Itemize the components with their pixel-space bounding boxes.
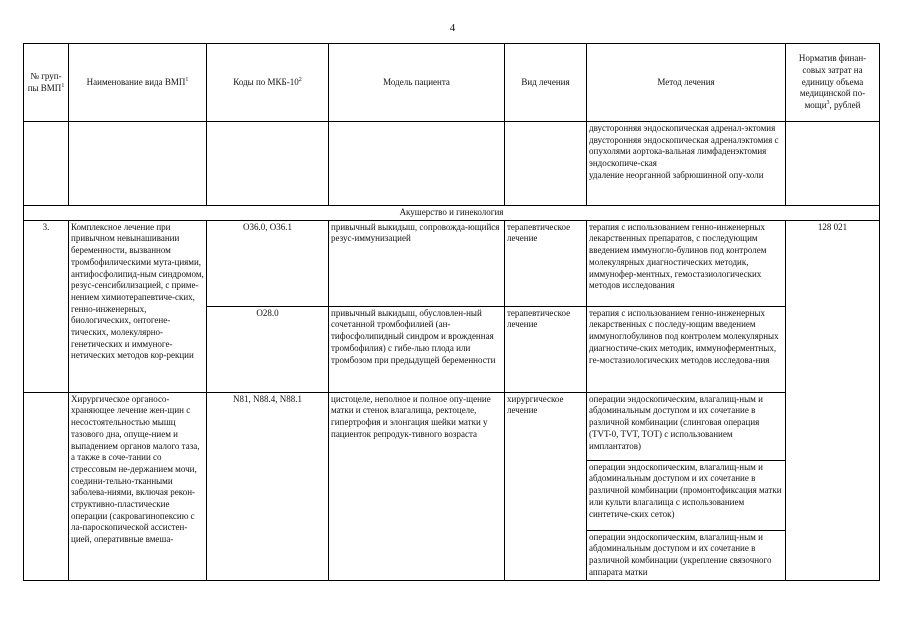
- patient-model-3: цистоцеле, неполное и полное опу-щение матки и стенок влагалища, ректоцеле, гипертрофия и элонгация шейки матки у пациенток репродук-тивного возраста: [329, 392, 505, 580]
- header-mkb-codes: Коды по МКБ-$10^2$: [207, 44, 329, 122]
- mkb-codes-3: N81, N88.4, N88.1: [207, 392, 329, 580]
- treatment-type-2: терапевтическое лечение: [505, 306, 587, 392]
- header-treatment-type: Вид лечения: [505, 44, 587, 122]
- header-patient-model: Модель пациента: [329, 44, 505, 122]
- header-norm: Норматив финан-совых затрат на единицу объема медицинской по-мощи$^3$, рублей: [786, 44, 880, 122]
- continuation-method: двусторонняя эндоскопическая адренал-эктомия двусторонняя эндоскопическая адреналэктомия с опухолями аортока-вальная лимфаденэктомия эндоскопиче-ская удаление неорганной забрюшинной опу-холи: [587, 122, 786, 206]
- patient-model-2: привычный выкидыш, обусловлен-ный сочетанной тромбофилией (ан-тифосфолипидный синдром и врожденная тромбофилия) с гибе-лью плода или тромбозом при предыдущей беременности: [329, 306, 505, 392]
- patient-model-1: привычный выкидыш, сопровожда-ющийся резус-иммунизацией: [329, 220, 505, 306]
- treatment-method-2: терапия с использованием генно-инженерных лекарственных с последу-ющим введением иммуноглобулинов под контролем молекулярных диагностиче-ских методик, иммуноферментных, ге-мостазиологических методов исследова-ния: [587, 306, 786, 392]
- treatment-method-1: терапия с использованием генно-инженерных лекарственных препаратов, с последующим введением иммуногло-булинов под контролем молекулярных диагностических методик, иммунофер-ментных, гемостазиологических методов исследования: [587, 220, 786, 306]
- section-title: Акушерство и гинекология: [24, 206, 880, 221]
- header-treatment-method: Метод лечения: [587, 44, 786, 122]
- mkb-codes-2: O28.0: [207, 306, 329, 392]
- vmp-name-b: Хирургическое органосо-храняющее лечение жен-щин с несостоятельностью мышц тазового дна, опуще-нием и выпадением органов малого таза, а также в соче-тании со стрессовым не-держанием мочи, соедини-тельно-тканными заболева-ниями, включая рекон-структивно-пластические операции (сакровагинопексию с ла-пароскопической ассистен-цией, оперативные вмеша-: [69, 392, 207, 580]
- table-row: [24, 392, 880, 460]
- page-number: 4: [449, 22, 456, 34]
- treatment-method-3c: операции эндоскопическим, влагалищ-ным и абдоминальным доступом и их сочетание в различной комбинации (укрепление связочного аппарата матки: [587, 530, 786, 580]
- vmp-table: [23, 43, 880, 581]
- vmp-name-a: Комплексное лечение при привычном невынашивании беременности, вызванном тромбофилическими мута-циями, антифосфолипид-ным синдромом, резус-сенсибилизацией, с приме-нением химиотерапевтиче-ских, генно-инженерных, биологических, онтогене-тических, молекулярно-генетических и иммуноге-нетических методов кор-рекции: [69, 220, 207, 392]
- header-vmp-name: Наименование вида ВМП$^1$: [69, 44, 207, 122]
- group-number: 3.: [24, 220, 69, 392]
- treatment-method-3b: операции эндоскопическим, влагалищ-ным и абдоминальным доступом и их сочетание в различной комбинации (промонтофиксация матки или культи влагалища с использованием синтетиче-ских сеток): [587, 460, 786, 530]
- section-row: [24, 206, 880, 221]
- table-row: [24, 220, 880, 306]
- header-group-no: № груп-пы ВМП$^1$: [24, 44, 69, 122]
- norm-value: 128 021: [786, 220, 880, 306]
- header-row: [24, 44, 880, 122]
- treatment-method-3a: операции эндоскопическим, влагалищ-ным и абдоминальным доступом и их сочетание в различной комбинации (слинговая операция (TVT-0, TVT, TOT) с использованием имплантатов): [587, 392, 786, 460]
- treatment-type-3: хирургическое лечение: [505, 392, 587, 580]
- mkb-codes-1: O36.0, O36.1: [207, 220, 329, 306]
- continuation-row: [24, 122, 880, 206]
- treatment-type-1: терапевтическое лечение: [505, 220, 587, 306]
